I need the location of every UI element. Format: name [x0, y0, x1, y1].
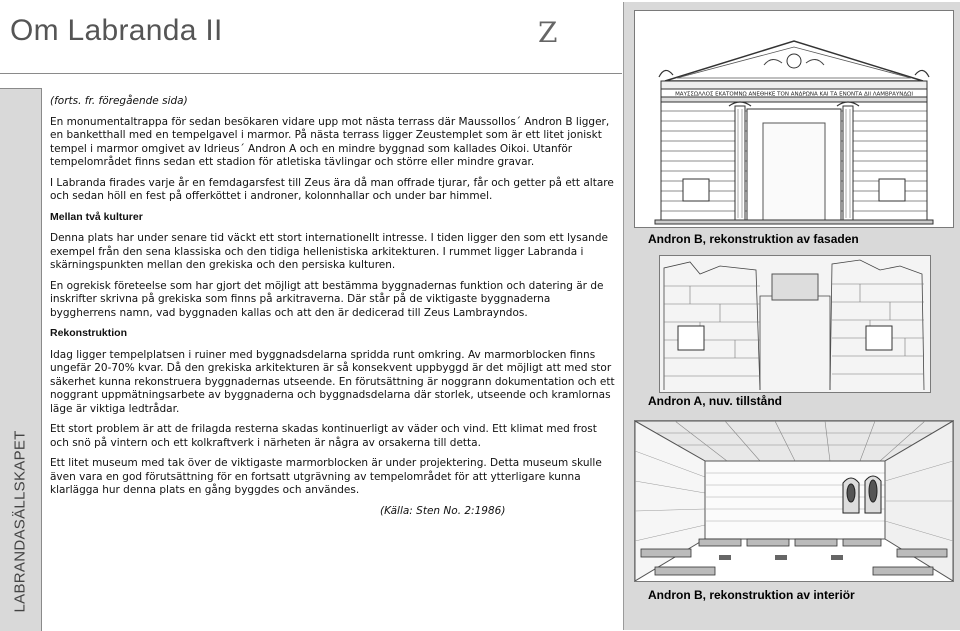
- header-divider: [0, 73, 622, 74]
- reconstruction-paragraph-2: Ett stort problem är att de frilagda resterna skadas kontinuerligt av väder och vind. Ett klimat med frost och snö på vintern och ett kolkraftverk i närheten är några av orsakerna till detta.: [50, 423, 597, 449]
- continued-note: (forts. fr. föregående sida): [50, 95, 188, 107]
- intro-paragraph-2: I Labranda firades varje år en femdagarsfest till Zeus ära då man offrade tjurar, får och getter på ett altare och sedan höll en fest på offerköttet i androner, kolonnhallar och under bar himmel.: [50, 176, 614, 202]
- figure-column: [623, 2, 960, 630]
- intro-paragraph-1: En monumentaltrappa för sedan besökaren vidare upp mot nästa terrass där Maussollos´ Andron B ligger, en banketthall med en tempelgavel i marmor. På nästa terrass ligger Zeustemplet som är ett litet joniskt tempel i marmor omgivet av Idrieus´ Andron A och en mindre byggnad som kallades Oikoi. Utanför tempelområdet finns sedan ett stadion för atletiska tävlingar och större eller mindre gravar.: [50, 115, 610, 168]
- cultures-paragraph-2: En ogrekisk företeelse som har gjort det möjligt att bestämma byggnadernas funktion och datering är de inskrifter skrivna på grekiska som finns på arkitraverna. Där står på de viktigaste byggnaderna byggherrens namn, vad byggnaden kallas och att den är dedicerad till Zeus Lambrayndos.: [50, 279, 604, 319]
- page-title: Om Labranda II: [10, 14, 223, 47]
- interior-drawing: [634, 420, 954, 582]
- ruin-caption: Andron A, nuv. tillstånd: [648, 394, 782, 408]
- sidebar-society-label: LABRANDASÄLLSKAPET: [11, 430, 29, 613]
- facade-caption: Andron B, rekonstruktion av fasaden: [648, 232, 859, 246]
- cultures-paragraph-1: Denna plats har under senare tid väckt ett stort internationellt intresse. I tiden ligger den som ett lysande exempel från den sena klassiska och den tidiga hellenistiska arkitekturen. I rummet ligger Labranda i skärningspunkten mellan den grekiska och den persiska kulturen.: [50, 232, 608, 271]
- sidebar-band: [0, 88, 42, 631]
- society-logo: Z: [538, 16, 558, 49]
- ruin-photo: [659, 255, 931, 393]
- facade-drawing: [634, 10, 954, 228]
- reconstruction-paragraph-3: Ett litet museum med tak över de viktigaste marmorblocken är under projektering. Detta museum skulle även vara en god förutsättning för en fortsatt utgrävning av tempelområdet för att ytterligare kunna klarlägga hur denna plats en gång byggdes och användes.: [50, 457, 602, 496]
- article-body: [50, 95, 618, 525]
- source-citation: (Källa: Sten No. 2:1986): [380, 504, 506, 517]
- architrave-inscription: ΜΑΥΣΣΩΛΛΟΣ ΕΚΑΤΟΜΝΩ ΑΝΕΘΗΚΕ ΤΟΝ ΑΝΔΡΩΝΑ ΚΑΙ ΤΑ ΕΝΟΝΤΑ ΔΙΙ ΛΑΜΒΡΑΥΝΔΩΙ: [675, 91, 913, 98]
- heading-cultures: Mellan två kulturer: [50, 210, 143, 223]
- interior-caption: Andron B, rekonstruktion av interiör: [648, 588, 855, 602]
- reconstruction-paragraph-1: Idag ligger tempelplatsen i ruiner med byggnadsdelarna spridda runt omkring. Av marmorblocken finns ungefär 20-70% kvar. Då den grekiska arkitekturen är så konsekvent uppbyggd är det möjligt att med stor säkerhet kunna rekonstruera byggnadernas utseende. En förutsättning är noggrann dokumentation och ett noggrant uppmätningsarbete av byggnaderna och byggnadsdelarna där storlek, utseende och kramlornas läge är viktiga ledtrådar.: [50, 348, 615, 415]
- heading-reconstruction: Rekonstruktion: [50, 327, 128, 339]
